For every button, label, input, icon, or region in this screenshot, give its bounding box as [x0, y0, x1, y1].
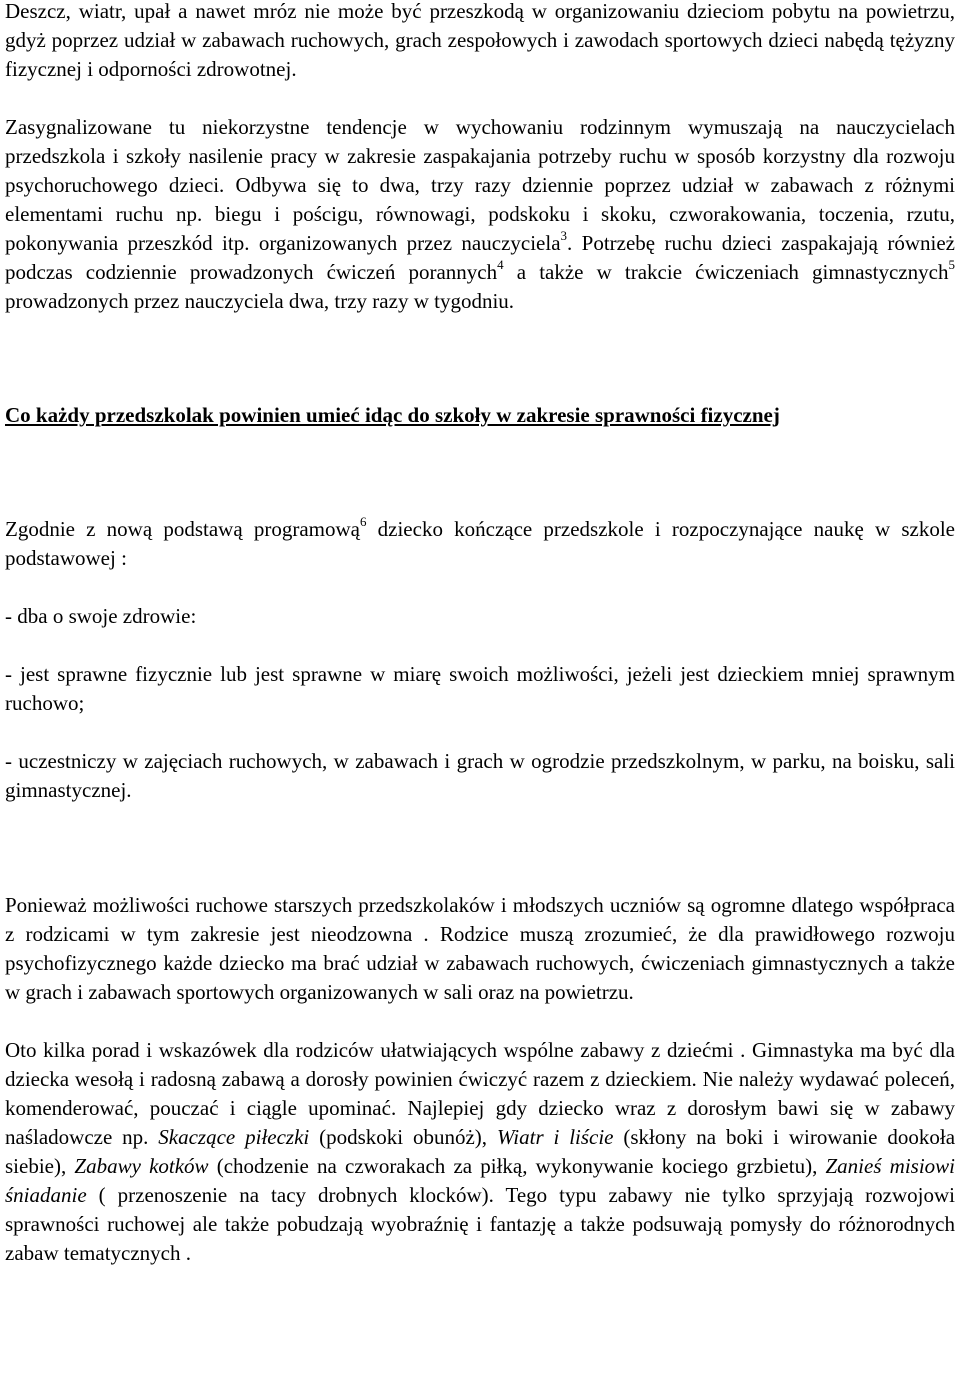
game-name-teddy-breakfast: Zanieś misiowi śniadanie: [5, 1154, 956, 1207]
text-segment: ( przenoszenie na tacy drobnych klocków). Tego typu zabawy nie tylko sprzyjają rozwojowi sprawności ruchowej ale także pobudzają wyobraźnię i fantazję a także podsuwają pomysły do różnorodnych zabaw tematycznych .: [5, 1183, 955, 1265]
text-segment: prowadzonych przez nauczyciela dwa, trzy razy w tygodniu.: [5, 289, 515, 313]
footnote-ref-5: 5: [948, 257, 955, 272]
paragraph-parent-tips: [5, 1036, 955, 1268]
text-segment: Oto kilka porad i wskazówek dla rodziców ułatwiających wspólne zabawy z dziećmi . Gimnastyka ma być dla dziecka wesołą i radosną zabawą a dorosły powinien ćwiczyć razem z dzieckiem. Nie należy wydawać poleceń, komenderować, pouczać i ciągle upominać. Najlepiej gdy dziecko wraz z dorosłym bawi się w zabawy naśladowcze np.: [5, 1038, 955, 1149]
document-page: [5, 0, 955, 1268]
game-name-wind-leaves: Wiatr i liście: [496, 1125, 614, 1149]
paragraph-teacher-duties: [5, 113, 955, 316]
list-item-participation: - uczestniczy w zajęciach ruchowych, w zabawach i grach w ogrodzie przedszkolnym, w parku, na boisku, sali gimnastycznej.: [5, 749, 955, 802]
paragraph-curriculum: [5, 515, 955, 573]
footnote-ref-4: 4: [497, 257, 504, 272]
text-segment: Zasygnalizowane tu niekorzystne tendencje w wychowaniu rodzinnym wymuszają na nauczycielach przedszkola i szkoły nasilenie pracy w zakresie zaspakajania potrzeby ruchu w sposób korzystny dla rozwoju psychoruchowego dzieci. Odbywa się to dwa, trzy razy dziennie poprzez udział w zabawach z różnymi elementami ruchu np. biegu i pościgu, równowagi, podskoku i skoku, czworakowania, toczenia, rzutu, pokonywania przeszkód itp. organizowanych przez nauczyciela: [5, 115, 955, 255]
text-segment: . Potrzebę ruchu dzieci zaspakajają również podczas codziennie prowadzonych ćwiczeń porannych: [5, 231, 955, 284]
paragraph-outdoor-activity: Deszcz, wiatr, upał a nawet mróz nie może być przeszkodą w organizowaniu dzieciom pobytu na powietrzu, gdyż poprzez udział w zabawach ruchowych, grach zespołowych i zawodach sportowych dzieci nabędą tężyzny fizycznej i odporności zdrowotnej.: [5, 0, 955, 81]
text-segment: (podskoki obunóż),: [309, 1125, 497, 1149]
text-segment: (chodzenie na czworakach za piłką, wykonywanie kociego grzbietu),: [208, 1154, 826, 1178]
game-name-bouncing-balls: Skaczące piłeczki: [158, 1125, 310, 1149]
footnote-ref-3: 3: [560, 228, 568, 243]
text-segment: a także w trakcie ćwiczeniach gimnastycznych: [503, 260, 949, 284]
footnote-ref-6: 6: [359, 514, 367, 529]
list-item-fitness: - jest sprawne fizycznie lub jest sprawne w miarę swoich możliwości, jeżeli jest dzieckiem mniej sprawnym ruchowo;: [5, 662, 955, 715]
text-segment: (skłony na boki i wirowanie dookoła siebie),: [5, 1125, 956, 1178]
list-item-health: - dba o swoje zdrowie:: [5, 604, 197, 628]
game-name-kittens: Zabawy kotków: [74, 1154, 209, 1178]
paragraph-parent-cooperation: Ponieważ możliwości ruchowe starszych przedszkolaków i młodszych uczniów są ogromne dlatego współpraca z rodzicami w tym zakresie jest nieodzowna . Rodzice muszą zrozumieć, że dla prawidłowego rozwoju psychofizycznego każde dziecko ma brać udział w zabawach ruchowych, ćwiczeniach gimnastycznych a także w grach i zabawach sportowych organizowanych w sali oraz na powietrzu.: [5, 893, 955, 1004]
section-heading: Co każdy przedszkolak powinien umieć idąc do szkoły w zakresie sprawności fizycznej: [5, 403, 780, 427]
text-segment: dziecko kończące przedszkole i rozpoczynające naukę w szkole podstawowej :: [5, 517, 955, 570]
text-segment: Zgodnie z nową podstawą programową: [5, 517, 360, 541]
